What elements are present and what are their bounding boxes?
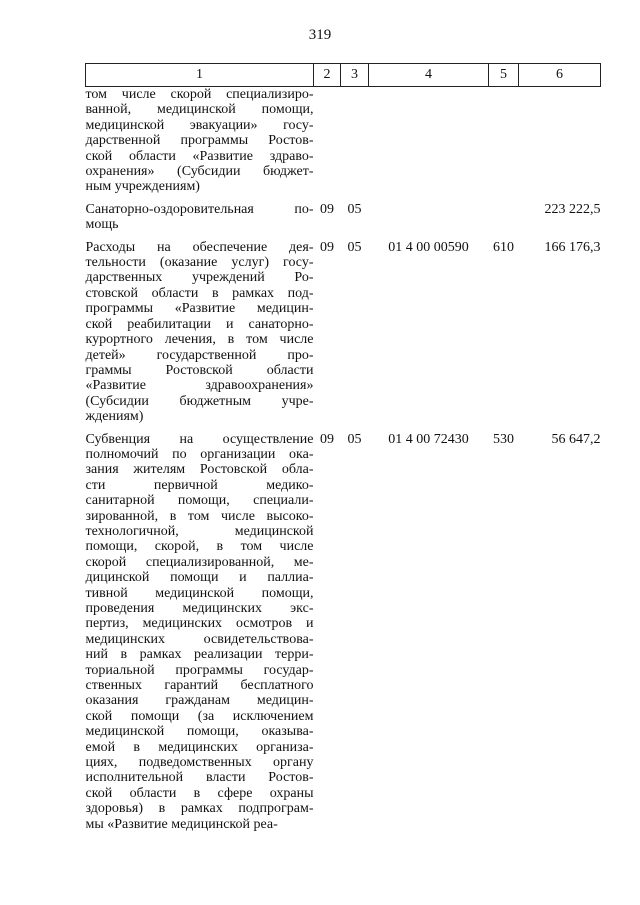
- header-col-4: 4: [369, 64, 489, 87]
- row-name-line: ванной, медицинской помощи,: [85, 102, 314, 118]
- row-subsection: [341, 87, 369, 195]
- row-spacer-cell: [369, 195, 489, 202]
- row-name-line: дицинской помощи и паллиа-: [85, 570, 314, 586]
- row-target-article: [369, 202, 489, 233]
- row-section: [314, 87, 341, 195]
- row-name-line: граммы Ростовской области: [85, 362, 314, 378]
- row-name: [86, 202, 314, 233]
- row-name-line: программы «Развитие медицин-: [85, 301, 314, 317]
- row-amount: 223 222,5: [544, 201, 601, 217]
- table-row: [86, 432, 601, 833]
- row-name: [86, 240, 314, 425]
- row-name-line: ской области «Развитие здраво-: [85, 148, 314, 164]
- row-name-line: проведения медицинских экс-: [85, 601, 314, 616]
- row-name-line: ториальной программы государ-: [85, 662, 314, 678]
- row-expense-type: 530: [493, 431, 514, 447]
- row-name-line: (Субсидии бюджетным учре-: [85, 393, 314, 409]
- row-name-line: ской помощи (за исключением: [85, 708, 314, 724]
- row-spacer-cell: [86, 195, 314, 202]
- row-spacer: [86, 425, 601, 432]
- row-name-line: скорой специализированной, ме-: [85, 554, 314, 570]
- row-expense-type: [489, 202, 519, 233]
- table-row: [86, 87, 601, 195]
- row-spacer-cell: [519, 425, 601, 432]
- row-expense-type: [489, 87, 519, 195]
- row-name-line: охранения» (Субсидии бюджет-: [85, 164, 314, 180]
- row-spacer-cell: [86, 233, 314, 240]
- row-name-line: Санаторно-оздоровительная по-: [85, 201, 314, 217]
- header-col-1: 1: [86, 64, 314, 87]
- row-name-line: Субвенция на осуществление: [85, 431, 314, 447]
- row-spacer-cell: [341, 425, 369, 432]
- row-subsection: 05: [347, 201, 362, 217]
- row-spacer-cell: [519, 195, 601, 202]
- row-name-line: ской реабилитации и санаторно-: [85, 316, 314, 332]
- row-spacer: [86, 195, 601, 202]
- row-spacer-cell: [489, 195, 519, 202]
- row-spacer-cell: [369, 425, 489, 432]
- row-name-line: ным учреждениям): [85, 179, 200, 195]
- row-name-line: медицинской эвакуации» госу-: [85, 117, 314, 133]
- row-name-line: медицинской помощи, оказыва-: [85, 724, 314, 740]
- row-name-line: тивной медицинской помощи,: [85, 585, 314, 601]
- row-spacer-cell: [519, 233, 601, 240]
- row-expense-type: 610: [493, 239, 514, 255]
- row-name-line: ждениям): [85, 409, 144, 425]
- header-col-5: 5: [489, 64, 519, 87]
- row-name: [86, 432, 314, 833]
- row-subsection: 05: [347, 431, 362, 447]
- row-name-line: дарственных учреждений Ро-: [85, 270, 314, 286]
- row-spacer-cell: [86, 425, 314, 432]
- row-name-line: санитарной помощи, специали-: [85, 493, 314, 509]
- row-name-line: курортного лечения, в том числе: [85, 332, 314, 348]
- header-col-6: 6: [519, 64, 601, 87]
- row-section: 09: [320, 431, 334, 447]
- budget-table: [85, 63, 601, 832]
- row-name-line: зированной, в том числе высоко-: [85, 508, 314, 524]
- row-name-line: детей» государственной про-: [85, 347, 314, 363]
- row-name-line: мощь: [85, 217, 119, 233]
- row-name-line: оказания гражданам медицин-: [85, 693, 314, 709]
- row-name-line: исполнительной власти Ростов-: [85, 770, 314, 786]
- table-body: [86, 87, 601, 833]
- row-spacer-cell: [489, 425, 519, 432]
- row-target-article: [369, 87, 489, 195]
- row-name-line: Расходы на обеспечение дея-: [85, 239, 314, 255]
- row-spacer-cell: [369, 233, 489, 240]
- row-amount: [519, 87, 601, 195]
- table-header: [86, 64, 601, 87]
- table-row: [86, 202, 601, 233]
- row-name-line: здоровья) в рамках подпрограм-: [85, 801, 314, 817]
- row-spacer: [86, 233, 601, 240]
- row-subsection: 05: [347, 239, 362, 255]
- row-name-line: стовской области в рамках под-: [85, 285, 314, 301]
- row-name: [86, 87, 314, 195]
- row-name-line: тельности (оказание услуг) госу-: [85, 255, 314, 271]
- row-target-article: 01 4 00 72430: [388, 431, 469, 447]
- row-section: 09: [320, 239, 334, 255]
- row-name-line: полномочий по организации ока-: [85, 446, 314, 462]
- row-name-line: сти первичной медико-: [85, 477, 314, 493]
- row-name-line: медицинских освидетельствова-: [85, 631, 314, 647]
- row-section: 09: [320, 201, 334, 217]
- row-name-line: мы «Развитие медицинской реа-: [85, 816, 278, 832]
- row-name-line: ственных гарантий бесплатного: [85, 678, 314, 694]
- table-row: [86, 240, 601, 425]
- row-spacer-cell: [489, 233, 519, 240]
- row-name-line: помощи, скорой, в том числе: [85, 539, 314, 555]
- row-name-line: ний в рамках реализации терри-: [85, 647, 314, 663]
- row-amount: 166 176,3: [544, 239, 601, 255]
- row-target-article: 01 4 00 00590: [388, 239, 469, 255]
- row-spacer-cell: [341, 233, 369, 240]
- row-name-line: технологичной, медицинской: [85, 523, 314, 539]
- row-name-line: циях, подведомственных органу: [85, 755, 314, 771]
- row-name-line: ской области в сфере охраны: [85, 785, 314, 801]
- page-number: 319: [308, 27, 332, 43]
- row-amount: 56 647,2: [551, 431, 601, 447]
- header-col-3: 3: [341, 64, 369, 87]
- row-name-line: зания жителям Ростовской обла-: [85, 462, 314, 478]
- row-name-line: том числе скорой специализиро-: [85, 87, 314, 102]
- row-name-line: пертиз, медицинских осмотров и: [85, 616, 314, 632]
- row-spacer-cell: [314, 195, 341, 202]
- row-name-line: емой в медицинских организа-: [85, 739, 314, 755]
- header-col-2: 2: [314, 64, 341, 87]
- row-spacer-cell: [314, 233, 341, 240]
- row-name-line: дарственной программы Ростов-: [85, 133, 314, 149]
- row-name-line: «Развитие здравоохранения»: [85, 378, 314, 394]
- row-spacer-cell: [314, 425, 341, 432]
- row-spacer-cell: [341, 195, 369, 202]
